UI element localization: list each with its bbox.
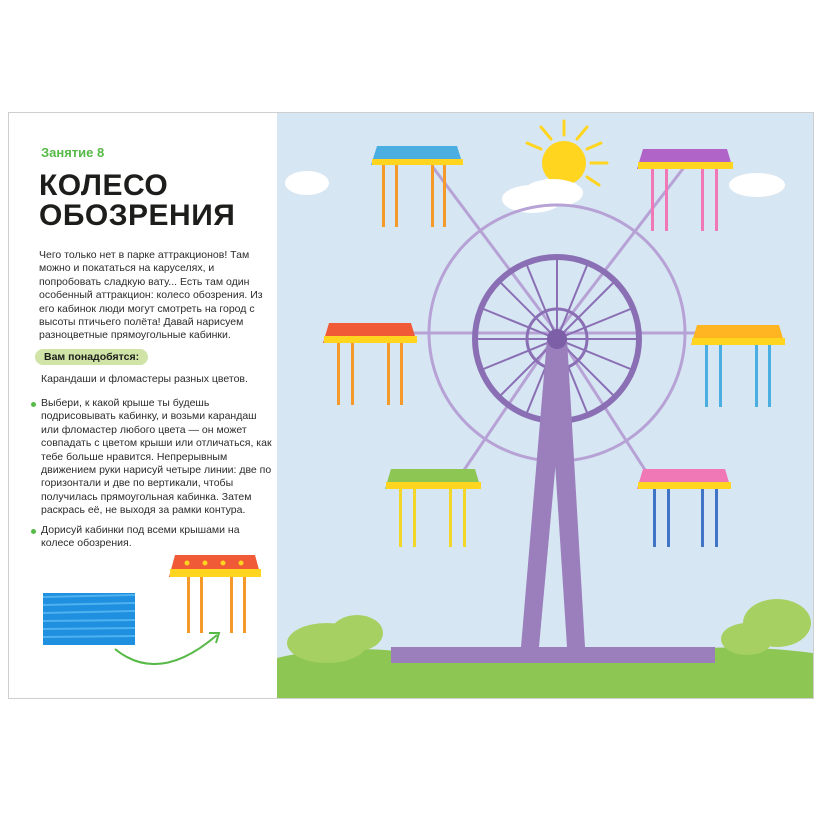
sun-icon [523,121,607,207]
workbook-spread [8,112,814,699]
wheel-tower [521,329,585,647]
materials-text: Карандаши и фломастеры разных цветов. [41,373,248,385]
example-cabin-lines [187,577,246,633]
cabin-roof-top-right [637,149,733,231]
ferris-wheel-scene [277,113,813,698]
intro-text: Чего только нет в парке аттракционов! Там можно и покататься на каруселях, и попробовать сладкую вату... Есть там один особенный аттракцион: колесо обозрения. Из его кабинок люди могут смотреть на город с высоты птичьего полёта! Давай нарисуем разноцветные прямоугольные кабинки. [39,249,263,342]
instruction-step: Дорисуй кабинки под всеми крышами на колесе обозрения. [31,524,273,551]
wheel-base [391,647,715,663]
cabin-roof-mid-right [691,325,785,407]
title-line-2: ОБОЗРЕНИЯ [39,199,236,232]
cabin-roof-bottom-left [385,469,481,547]
blue-scribble-swatch [43,593,135,645]
instruction-step: Выбери, к какой крыше ты будешь подрисовывать кабинку, и возьми карандаш или фломастер любого цвета — он может совпадать с цветом крыши или отличаться, как тебе больше нравится. Непрерывным движением руки нарисуй четыре линии: две по горизонтали и две по вертикали, чтобы получилась прямоугольная кабинка. Затем раскрась её, не выходя за рамки контура. [31,397,273,518]
cabin-roof-mid-left [323,323,417,405]
title-line-1: КОЛЕСО [39,169,169,202]
materials-label: Вам понадобятся: [35,349,148,365]
example-cabin-roof [169,555,261,577]
lesson-label: Занятие 8 [41,145,105,160]
illustration-panel [277,113,813,698]
example-illustration [9,113,277,698]
text-panel [9,113,277,698]
cabin-roof-bottom-right [637,469,731,547]
